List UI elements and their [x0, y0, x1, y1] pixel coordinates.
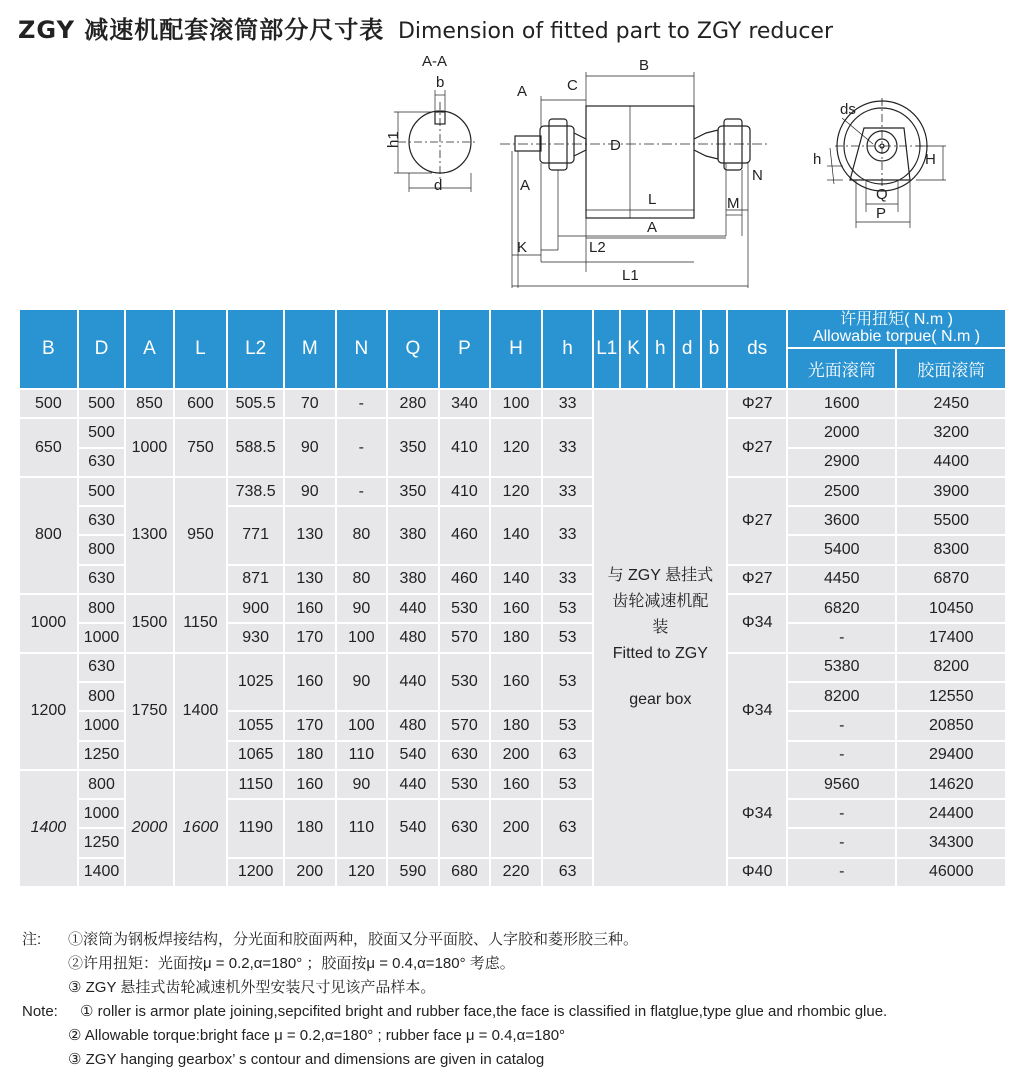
cell-rubber-torque: 17400 [897, 624, 1005, 651]
cell-d: 800 [79, 595, 124, 622]
cell-m: 70 [285, 390, 335, 417]
cell-l: 1600 [175, 771, 227, 886]
header-n: N [337, 310, 387, 388]
cell-h-upper: 180 [491, 624, 541, 651]
cell-n: 80 [337, 566, 387, 593]
label-a-bottom: A [520, 177, 531, 194]
cell-h-lower: 63 [543, 859, 593, 886]
header-torque-en: Allowabie torpue( N.m ) [812, 328, 981, 346]
cell-l2: 930 [228, 624, 283, 651]
cell-a: 1300 [126, 478, 172, 593]
title-en: Dimension of fitted part to ZGY reducer [397, 19, 834, 44]
cell-n: 120 [337, 859, 387, 886]
cell-n: 110 [337, 742, 387, 769]
cell-ds: Φ34 [728, 595, 786, 652]
table-row [20, 654, 1005, 681]
cell-bright-torque: - [788, 800, 895, 827]
header-a: A [126, 310, 172, 388]
label-q: Q [876, 186, 888, 203]
cell-rubber-torque: 20850 [897, 712, 1005, 739]
cell-bright-torque: 8200 [788, 683, 895, 710]
cell-bright-torque: 5400 [788, 536, 895, 563]
cell-rubber-torque: 5500 [897, 507, 1005, 534]
header-ds: ds [728, 310, 786, 388]
cell-bright-torque: - [788, 742, 895, 769]
cell-d: 1400 [79, 859, 124, 886]
header-h-upper: H [491, 310, 541, 388]
cell-q: 350 [388, 419, 438, 476]
cell-l2: 1065 [228, 742, 283, 769]
cell-h-upper: 160 [491, 771, 541, 798]
table-row [20, 478, 1005, 505]
header-key-d: d [675, 310, 700, 388]
cell-n: - [337, 478, 387, 505]
label-c: C [567, 77, 578, 94]
header-l: L [175, 310, 227, 388]
label-b-width: B [639, 57, 650, 74]
cell-ds: Φ27 [728, 419, 786, 476]
cell-bright-torque: 5380 [788, 654, 895, 681]
cell-rubber-torque: 8200 [897, 654, 1005, 681]
cell-l2: 505.5 [228, 390, 283, 417]
cell-q: 350 [388, 478, 438, 505]
cell-rubber-torque: 34300 [897, 829, 1005, 856]
cell-l2: 1200 [228, 859, 283, 886]
cell-h-upper: 160 [491, 595, 541, 622]
header-torque-zh: 许用扭矩( N.m ) [840, 311, 953, 329]
cell-q: 480 [388, 624, 438, 651]
fitted-note-gap [594, 667, 726, 687]
cell-m: 130 [285, 507, 335, 564]
cell-d: 1250 [79, 742, 124, 769]
note-text: ② Allowable torque:bright face μ = 0.2,α=180° ; rubber face μ = 0.4,α=180° [68, 1027, 566, 1044]
cell-l2: 588.5 [228, 419, 283, 476]
cell-d: 800 [79, 683, 124, 710]
cell-h-lower: 53 [543, 624, 593, 651]
cell-a: 1500 [126, 595, 172, 652]
note-zh-1 [22, 928, 1002, 952]
cell-m: 160 [285, 654, 335, 711]
cell-bright-torque: 2900 [788, 449, 895, 476]
note-en-1 [22, 1000, 1002, 1024]
cell-rubber-torque: 8300 [897, 536, 1005, 563]
cell-p: 630 [440, 742, 490, 769]
cell-p: 340 [440, 390, 490, 417]
note-zh-3 [22, 976, 1002, 1000]
cell-d: 630 [79, 449, 124, 476]
cell-h-lower: 53 [543, 595, 593, 622]
cell-m: 160 [285, 595, 335, 622]
label-a-top: A [517, 83, 528, 100]
label-h-height: H [925, 151, 936, 168]
cell-q: 440 [388, 595, 438, 622]
cell-p: 630 [440, 800, 490, 857]
cell-h-upper: 100 [491, 390, 541, 417]
cell-h-lower: 53 [543, 654, 593, 711]
cell-p: 530 [440, 771, 490, 798]
cell-d: 800 [79, 771, 124, 798]
cell-l2: 738.5 [228, 478, 283, 505]
cell-bright-torque: 1600 [788, 390, 895, 417]
cell-b: 1000 [20, 595, 77, 652]
cell-l2: 1150 [228, 771, 283, 798]
cell-rubber-torque: 12550 [897, 683, 1005, 710]
cell-q: 590 [388, 859, 438, 886]
cell-bright-torque: 3600 [788, 507, 895, 534]
cell-l: 600 [175, 390, 227, 417]
cell-h-upper: 120 [491, 478, 541, 505]
cell-m: 130 [285, 566, 335, 593]
note-en-3 [22, 1048, 1002, 1072]
cell-h-lower: 33 [543, 566, 593, 593]
header-key-b: b [702, 310, 727, 388]
cell-h-upper: 180 [491, 712, 541, 739]
cell-m: 180 [285, 742, 335, 769]
cell-rubber-torque: 10450 [897, 595, 1005, 622]
cell-q: 440 [388, 654, 438, 711]
cell-h-lower: 33 [543, 419, 593, 476]
header-p: P [440, 310, 490, 388]
cell-h-lower: 63 [543, 800, 593, 857]
cell-rubber-torque: 2450 [897, 390, 1005, 417]
cell-p: 570 [440, 624, 490, 651]
cell-p: 530 [440, 654, 490, 711]
cell-h-lower: 33 [543, 478, 593, 505]
cell-d: 1250 [79, 829, 124, 856]
cell-b: 500 [20, 390, 77, 417]
header-l2: L2 [228, 310, 283, 388]
label-l: L [648, 191, 657, 208]
cell-d: 1000 [79, 712, 124, 739]
cell-q: 440 [388, 771, 438, 798]
cell-bright-torque: 2500 [788, 478, 895, 505]
cell-n: 90 [337, 654, 387, 711]
fitted-note-line: 齿轮减速机配 [612, 593, 709, 611]
cell-l2: 871 [228, 566, 283, 593]
cell-ds: Φ34 [728, 771, 786, 857]
cell-b: 650 [20, 419, 77, 476]
fitted-note-line: 与 ZGY 悬挂式 [607, 567, 714, 585]
cell-l: 1150 [175, 595, 227, 652]
cell-d: 1000 [79, 624, 124, 651]
cell-l: 950 [175, 478, 227, 593]
fitted-note-line: 装 [652, 619, 669, 637]
label-h1: h1 [385, 131, 402, 148]
cell-n: 90 [337, 771, 387, 798]
note-en-2 [22, 1024, 1002, 1048]
cell-l: 1400 [175, 654, 227, 769]
cell-d: 630 [79, 566, 124, 593]
cell-h-upper: 140 [491, 566, 541, 593]
header-rubber-roller: 胶面滚筒 [897, 349, 1005, 388]
header-key-h: h [648, 310, 673, 388]
cell-m: 90 [285, 419, 335, 476]
cell-m: 200 [285, 859, 335, 886]
cell-n: 80 [337, 507, 387, 564]
cell-m: 180 [285, 800, 335, 857]
cell-p: 680 [440, 859, 490, 886]
title-zh: ZGY 减速机配套滚筒部分尺寸表 [18, 16, 385, 44]
label-l1: L1 [622, 267, 639, 284]
cell-b: 800 [20, 478, 77, 593]
cell-rubber-torque: 29400 [897, 742, 1005, 769]
note-text: ②许用扭矩：光面按μ = 0.2,α=180° ；胶面按μ = 0.4,α=180° 考虑。 [68, 955, 515, 972]
cell-h-upper: 120 [491, 419, 541, 476]
cell-n: 100 [337, 712, 387, 739]
cell-ds: Φ40 [728, 859, 786, 886]
cell-n: - [337, 390, 387, 417]
cell-q: 380 [388, 566, 438, 593]
cell-bright-torque: - [788, 859, 895, 886]
note-text: ③ ZGY hanging gearbox’ s contour and dimensions are given in catalog [68, 1051, 545, 1068]
table-row [20, 390, 1005, 417]
fitted-note-line: Fitted to ZGY [612, 645, 708, 663]
header-bright-roller: 光面滚筒 [788, 349, 895, 388]
cell-bright-torque: - [788, 712, 895, 739]
cell-l2: 1025 [228, 654, 283, 711]
cell-d: 500 [79, 419, 124, 446]
cell-bright-torque: 6820 [788, 595, 895, 622]
section-label: A-A [422, 53, 448, 70]
cell-q: 380 [388, 507, 438, 564]
cell-rubber-torque: 6870 [897, 566, 1005, 593]
cell-b: 1400 [20, 771, 77, 886]
cell-p: 460 [440, 566, 490, 593]
table-row [20, 595, 1005, 622]
cell-rubber-torque: 24400 [897, 800, 1005, 827]
cell-n: 110 [337, 800, 387, 857]
cell-bright-torque: - [788, 624, 895, 651]
cell-rubber-torque: 14620 [897, 771, 1005, 798]
label-p: P [876, 205, 887, 222]
note-text: ③ ZGY 悬挂式齿轮减速机外型安装尺寸见该产品样本。 [68, 979, 436, 996]
cell-rubber-torque: 4400 [897, 449, 1005, 476]
cell-n: 90 [337, 595, 387, 622]
header-k: K [621, 310, 646, 388]
cell-h-lower: 63 [543, 742, 593, 769]
fitted-note [594, 390, 726, 886]
label-b: b [436, 74, 445, 91]
note-zh-2 [22, 952, 1002, 976]
cell-l2: 1055 [228, 712, 283, 739]
cell-b: 1200 [20, 654, 77, 769]
cell-d: 500 [79, 390, 124, 417]
cell-l2: 771 [228, 507, 283, 564]
cell-p: 460 [440, 507, 490, 564]
cell-p: 410 [440, 419, 490, 476]
cell-h-upper: 140 [491, 507, 541, 564]
cell-m: 170 [285, 712, 335, 739]
cell-q: 280 [388, 390, 438, 417]
dimension-drawings [0, 40, 1024, 310]
header-d: D [79, 310, 124, 388]
header-q: Q [388, 310, 438, 388]
label-a-length: A [647, 219, 658, 236]
cell-p: 410 [440, 478, 490, 505]
label-m: M [727, 195, 740, 212]
cell-p: 530 [440, 595, 490, 622]
cell-l2: 900 [228, 595, 283, 622]
cell-rubber-torque: 3200 [897, 419, 1005, 446]
cell-n: 100 [337, 624, 387, 651]
cell-h-upper: 200 [491, 800, 541, 857]
dimension-table [18, 308, 1007, 888]
cell-a: 1000 [126, 419, 172, 476]
cell-bright-torque: 2000 [788, 419, 895, 446]
note-en-label: Note: [22, 1003, 58, 1020]
label-ds: ds [840, 101, 856, 118]
table-row [20, 771, 1005, 798]
cell-d: 1000 [79, 800, 124, 827]
cell-d: 630 [79, 654, 124, 681]
fitted-note-line: gear box [629, 691, 692, 709]
cell-h-upper: 220 [491, 859, 541, 886]
header-l1: L1 [594, 310, 619, 388]
label-d: d [434, 177, 443, 194]
cell-a: 1750 [126, 654, 172, 769]
cell-bright-torque: 4450 [788, 566, 895, 593]
cell-bright-torque: - [788, 829, 895, 856]
label-k: K [517, 239, 528, 256]
cell-d: 500 [79, 478, 124, 505]
cell-h-lower: 33 [543, 507, 593, 564]
note-zh-label: 注: [22, 931, 42, 948]
cell-q: 540 [388, 800, 438, 857]
cell-d: 630 [79, 507, 124, 534]
header-h-lower: h [543, 310, 593, 388]
cell-a: 2000 [126, 771, 172, 886]
cell-ds: Φ27 [728, 566, 786, 593]
cell-n: - [337, 419, 387, 476]
header-b: B [20, 310, 77, 388]
cell-a: 850 [126, 390, 172, 417]
label-n: N [752, 167, 763, 184]
cell-h-lower: 33 [543, 390, 593, 417]
cell-h-upper: 200 [491, 742, 541, 769]
label-h: h [813, 151, 822, 168]
cell-l: 750 [175, 419, 227, 476]
cell-q: 480 [388, 712, 438, 739]
header-m: M [285, 310, 335, 388]
cell-bright-torque: 9560 [788, 771, 895, 798]
cell-rubber-torque: 3900 [897, 478, 1005, 505]
notes [22, 928, 1002, 1072]
roller-side-view [500, 72, 770, 288]
note-text: ①滚筒为钢板焊接结构，分光面和胶面两种，胶面又分平面胶、人字胶和菱形胶三种。 [68, 931, 639, 948]
cell-q: 540 [388, 742, 438, 769]
cell-h-lower: 53 [543, 712, 593, 739]
cell-rubber-torque: 46000 [897, 859, 1005, 886]
cell-m: 160 [285, 771, 335, 798]
label-l2: L2 [589, 239, 606, 256]
cell-m: 170 [285, 624, 335, 651]
cell-ds: Φ27 [728, 390, 786, 417]
label-d-diameter: D [610, 137, 621, 154]
cell-d: 800 [79, 536, 124, 563]
cell-h-lower: 53 [543, 771, 593, 798]
cell-p: 570 [440, 712, 490, 739]
cell-l2: 1190 [228, 800, 283, 857]
cell-ds: Φ27 [728, 478, 786, 564]
note-text: ① roller is armor plate joining,sepcifited bright and rubber face,the face is classified in flatglue,type glue and rhombic glue. [80, 1003, 888, 1020]
header-torque [788, 310, 1005, 347]
table-row [20, 419, 1005, 446]
cell-h-upper: 160 [491, 654, 541, 711]
cell-ds: Φ34 [728, 654, 786, 769]
cell-m: 90 [285, 478, 335, 505]
